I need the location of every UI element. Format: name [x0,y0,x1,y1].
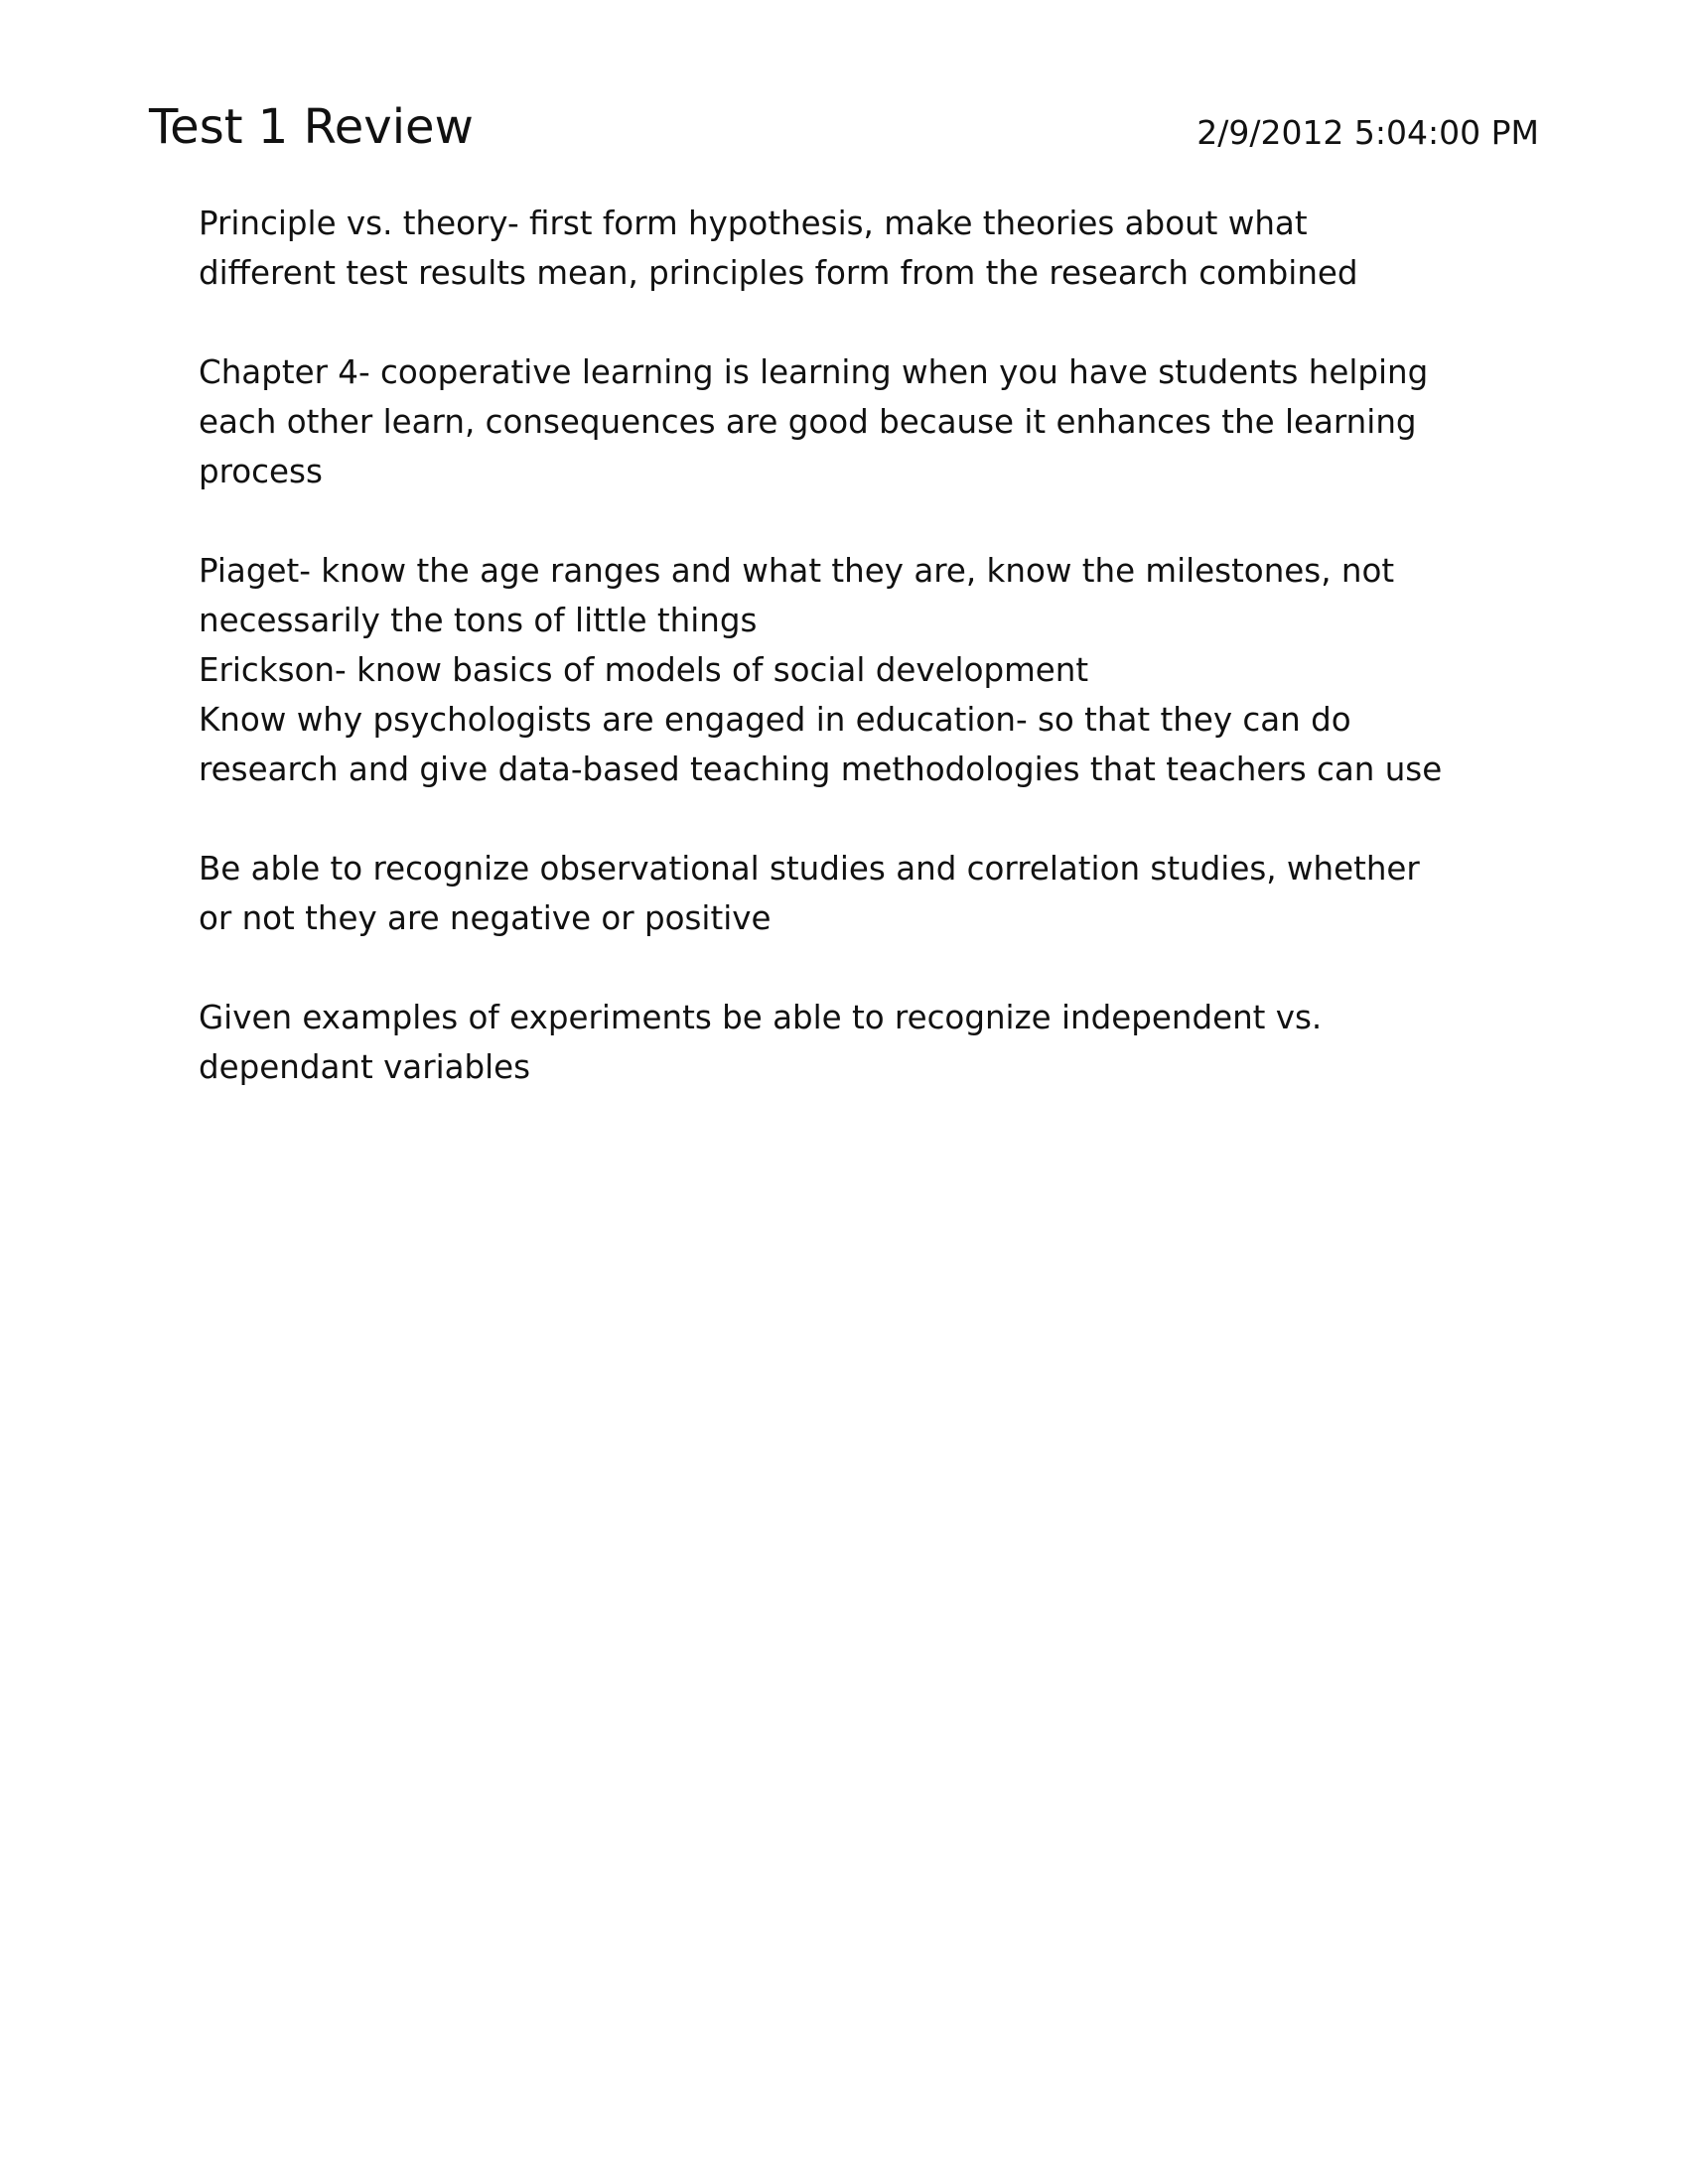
paragraph-gap [199,496,1509,546]
paragraph-gap [199,943,1509,993]
note-line: research and give data-based teaching methodologies that teachers can use [199,751,1443,788]
note-line: Piaget- know the age ranges and what they are, know the milestones, not [199,552,1395,590]
note-line: Erickson- know basics of models of social development [199,651,1089,689]
note-line: Principle vs. theory- first form hypothesis, make theories about what [199,205,1308,242]
note-line: or not they are negative or positive [199,899,772,937]
note-line: Given examples of experiments be able to recognize independent vs. [199,999,1323,1036]
paragraph-gap [199,298,1509,347]
notes-body [199,199,1509,1092]
note-line: dependant variables [199,1048,531,1086]
page-title: Test 1 Review [149,99,474,155]
note-line: Be able to recognize observational studies and correlation studies, whether [199,850,1420,887]
note-line: necessarily the tons of little things [199,602,758,639]
page-header [149,97,1539,167]
note-line: each other learn, consequences are good because it enhances the learning [199,403,1417,441]
note-line: Know why psychologists are engaged in education- so that they can do [199,701,1351,739]
note-line: different test results mean, principles form from the research combined [199,254,1358,292]
paragraph-gap [199,794,1509,844]
note-line: Chapter 4- cooperative learning is learning when you have students helping [199,353,1429,391]
timestamp: 2/9/2012 5:04:00 PM [1196,113,1539,152]
note-line: process [199,453,323,490]
